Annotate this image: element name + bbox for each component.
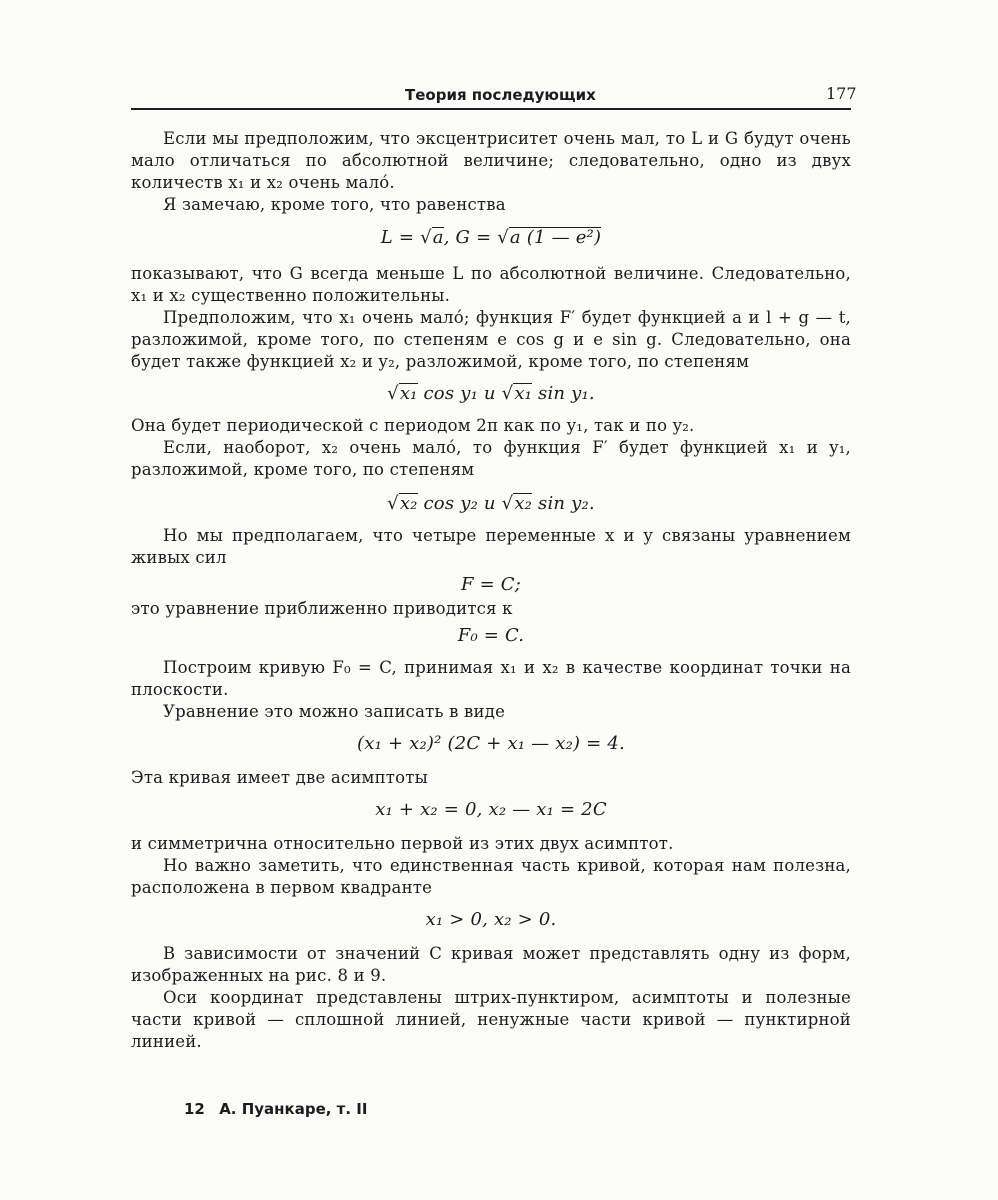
- page-body: [131, 128, 851, 1053]
- page-number: 177: [826, 84, 857, 103]
- sqrt-a: a: [432, 227, 444, 248]
- paragraph-5: Она будет периодической с периодом 2π как по y₁, так и по y₂.: [131, 416, 695, 435]
- paragraph-10: Уравнение это можно записать в виде: [163, 702, 506, 721]
- formula-F-C: F = C;: [460, 574, 522, 595]
- signature-author: А. Пуанкаре, т. II: [219, 1100, 368, 1118]
- signature-footer: [184, 1100, 367, 1118]
- signature-number: 12: [184, 1100, 205, 1118]
- formula-part: L =: [380, 227, 421, 248]
- paragraph-6: Если, наоборот, x₂ очень мало́, то функция F′ будет функцией x₁ и y₁, разложимой, кроме того, по степеням: [131, 438, 851, 479]
- formula-part: , G =: [443, 227, 498, 248]
- paragraph-4: Предположим, что x₁ очень мало́; функция F′ будет функцией a и l + g — t, разложимой, кроме того, по степеням e cos g и e sin g. Следовательно, она будет также функцией x₂ и y₂, разложимой, кроме того, по степеням: [131, 308, 851, 371]
- paragraph-8: это уравнение приближенно приводится к: [131, 599, 513, 618]
- formula-part: sin y₂.: [532, 493, 595, 514]
- paragraph-15: Оси координат представлены штрих-пунктиром, асимптоты и полезные части кривой — сплошной линией, ненужные части кривой — пунктирной линией.: [131, 988, 851, 1051]
- formula-first-quadrant: x₁ > 0, x₂ > 0.: [425, 909, 557, 930]
- paragraph-9: Построим кривую F₀ = C, принимая x₁ и x₂ в качестве координат точки на плоскости.: [131, 658, 851, 699]
- paragraph-3: показывают, что G всегда меньше L по абсолютной величине. Следовательно, x₁ и x₂ существенно положительны.: [131, 264, 851, 305]
- formula-part: cos y₂ и: [417, 493, 502, 514]
- header-rule: [131, 108, 851, 110]
- running-head-title: Теория последующих: [405, 86, 596, 104]
- paragraph-1: Если мы предположим, что эксцентриситет очень мал, то L и G будут очень мало отличаться по абсолютной величине; следовательно, одно из двух количеств x₁ и x₂ очень мало́.: [131, 129, 851, 192]
- paragraph-2: Я замечаю, кроме того, что равенства: [163, 195, 506, 214]
- formula-asymptotes: x₁ + x₂ = 0, x₂ — x₁ = 2C: [375, 799, 607, 820]
- sqrt-a-1-e2: a (1 — e²): [509, 227, 602, 248]
- formula-powers-x2: √x₂ cos y₂ и √x₂ sin y₂.: [387, 493, 595, 514]
- paragraph-12: и симметрична относительно первой из этих двух асимптот.: [131, 834, 674, 853]
- sqrt-x2-b: x₂: [514, 493, 533, 514]
- paragraph-14: В зависимости от значений C кривая может представлять одну из форм, изображенных на рис. 8 и 9.: [131, 944, 851, 985]
- paragraph-11: Эта кривая имеет две асимптоты: [131, 768, 428, 787]
- sqrt-x2: x₂: [399, 493, 418, 514]
- formula-part: sin y₁.: [532, 383, 595, 404]
- formula-powers-x1: √x₁ cos y₁ и √x₁ sin y₁.: [387, 383, 595, 404]
- sqrt-x1-b: x₁: [514, 383, 533, 404]
- formula-L-G: L = √a, G = √a (1 — e²): [380, 227, 602, 248]
- formula-F0-C: F₀ = C.: [457, 625, 525, 646]
- formula-part: cos y₁ и: [417, 383, 502, 404]
- paragraph-13: Но важно заметить, что единственная часть кривой, которая нам полезна, расположена в первом квадранте: [131, 856, 851, 897]
- sqrt-x1: x₁: [399, 383, 418, 404]
- paragraph-7: Но мы предполагаем, что четыре переменные x и y связаны уравнением живых сил: [131, 526, 851, 567]
- formula-curve-equation: (x₁ + x₂)² (2C + x₁ — x₂) = 4.: [357, 733, 625, 754]
